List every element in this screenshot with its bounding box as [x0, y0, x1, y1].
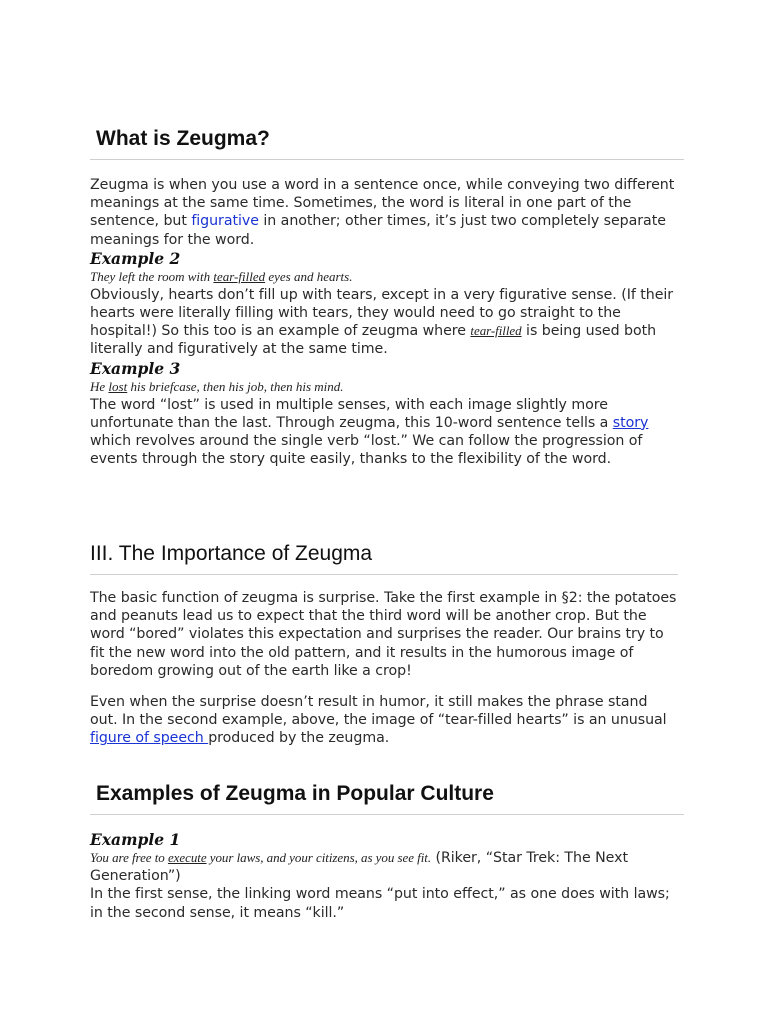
popular-example-1-quote-text-2: your laws, and your citizens, as you see fit. [206, 850, 432, 865]
example-2-explanation-text-2: is being used both literally and figuratively at the same time. [90, 323, 657, 358]
section-body-popular-culture [90, 830, 678, 922]
popular-example-1-heading: Example 1 [90, 830, 181, 849]
story-link[interactable]: story [612, 414, 649, 431]
paragraph-spacer [90, 680, 678, 693]
example-2-explanation [90, 286, 678, 359]
section-heading-importance: III. The Importance of Zeugma [90, 542, 678, 575]
intro-text-1: Zeugma is when you use a word in a sentence once, while conveying two different meanings at the same time. Sometimes, the word is literal in one part of the sentence, but [90, 177, 675, 230]
figurative-link[interactable]: figurative [191, 213, 259, 230]
section-heading-what-is-zeugma: What is Zeugma? [90, 127, 684, 160]
example-2-explanation-keyword: tear-filled [470, 323, 522, 339]
example-2-heading: Example 2 [90, 248, 181, 268]
example-2-quote-text-2: eyes and hearts. [265, 268, 353, 284]
importance-paragraph-2 [90, 693, 678, 748]
intro-paragraph [90, 176, 678, 249]
intro-text-2: in another; other times, it’s just two completely separate meanings for the word. [90, 213, 666, 248]
example-3-quote-keyword: lost [108, 378, 128, 394]
example-2-quote-text-1: They left the room with [90, 268, 214, 284]
example-3-explanation-text-1: The word “lost” is used in multiple senses, with each image slightly more unfortunate than the last. Through zeugma, this 10-word sentence tells a [90, 396, 613, 431]
example-3-explanation-text-2: which revolves around the single verb “lost.” We can follow the progression of events through the story quite easily, thanks to the flexibility of the word. [90, 433, 643, 468]
popular-example-1-quote-text-1: You are free to [90, 850, 168, 865]
section-heading-popular-culture: Examples of Zeugma in Popular Culture [90, 782, 684, 815]
section-body-what-is-zeugma [90, 176, 678, 468]
example-3-quote-text-2: his briefcase, then his job, then his mind. [127, 378, 344, 394]
example-2-quote-keyword: tear-filled [213, 268, 266, 284]
importance-paragraph-2-text-2: produced by the zeugma. [208, 730, 390, 747]
figure-of-speech-link[interactable]: figure of speech [90, 730, 209, 747]
importance-paragraph-1: The basic function of zeugma is surprise. Take the first example in §2: the potatoes and peanuts lead us to expect that the third word will be another crop. But the word “bored” violates this expectation and surprises the reader. Our brains try to fit the new word into the old pattern, and it results in the humorous image of boredom growing out of the earth like a crop! [90, 590, 677, 679]
example-2-quote [90, 268, 678, 286]
example-3-quote-text-1: He [90, 378, 109, 394]
importance-paragraph-2-text-1: Even when the surprise doesn’t result in humor, it still makes the phrase stand out. In the second example, above, the image of “tear-filled hearts” is an unusual [90, 694, 667, 729]
example-3-explanation [90, 396, 678, 469]
example-3-quote [90, 378, 678, 396]
popular-example-1-quote-keyword: execute [167, 850, 207, 865]
example-3-heading: Example 3 [90, 358, 181, 378]
section-body-importance [90, 589, 678, 748]
popular-example-1-explanation: In the first sense, the linking word means “put into effect,” as one does with laws; in the second sense, it means “kill.” [90, 886, 670, 921]
example-2-explanation-text-1: Obviously, hearts don’t fill up with tears, except in a very figurative sense. (If their hearts were literally filling with tears, they would need to go straight to the hospital!) So this too is an example of zeugma where [90, 286, 674, 340]
popular-example-1-quote-line [90, 849, 678, 885]
popular-example-1-source: (Riker, “Star Trek: The Next Generation”) [90, 850, 628, 885]
